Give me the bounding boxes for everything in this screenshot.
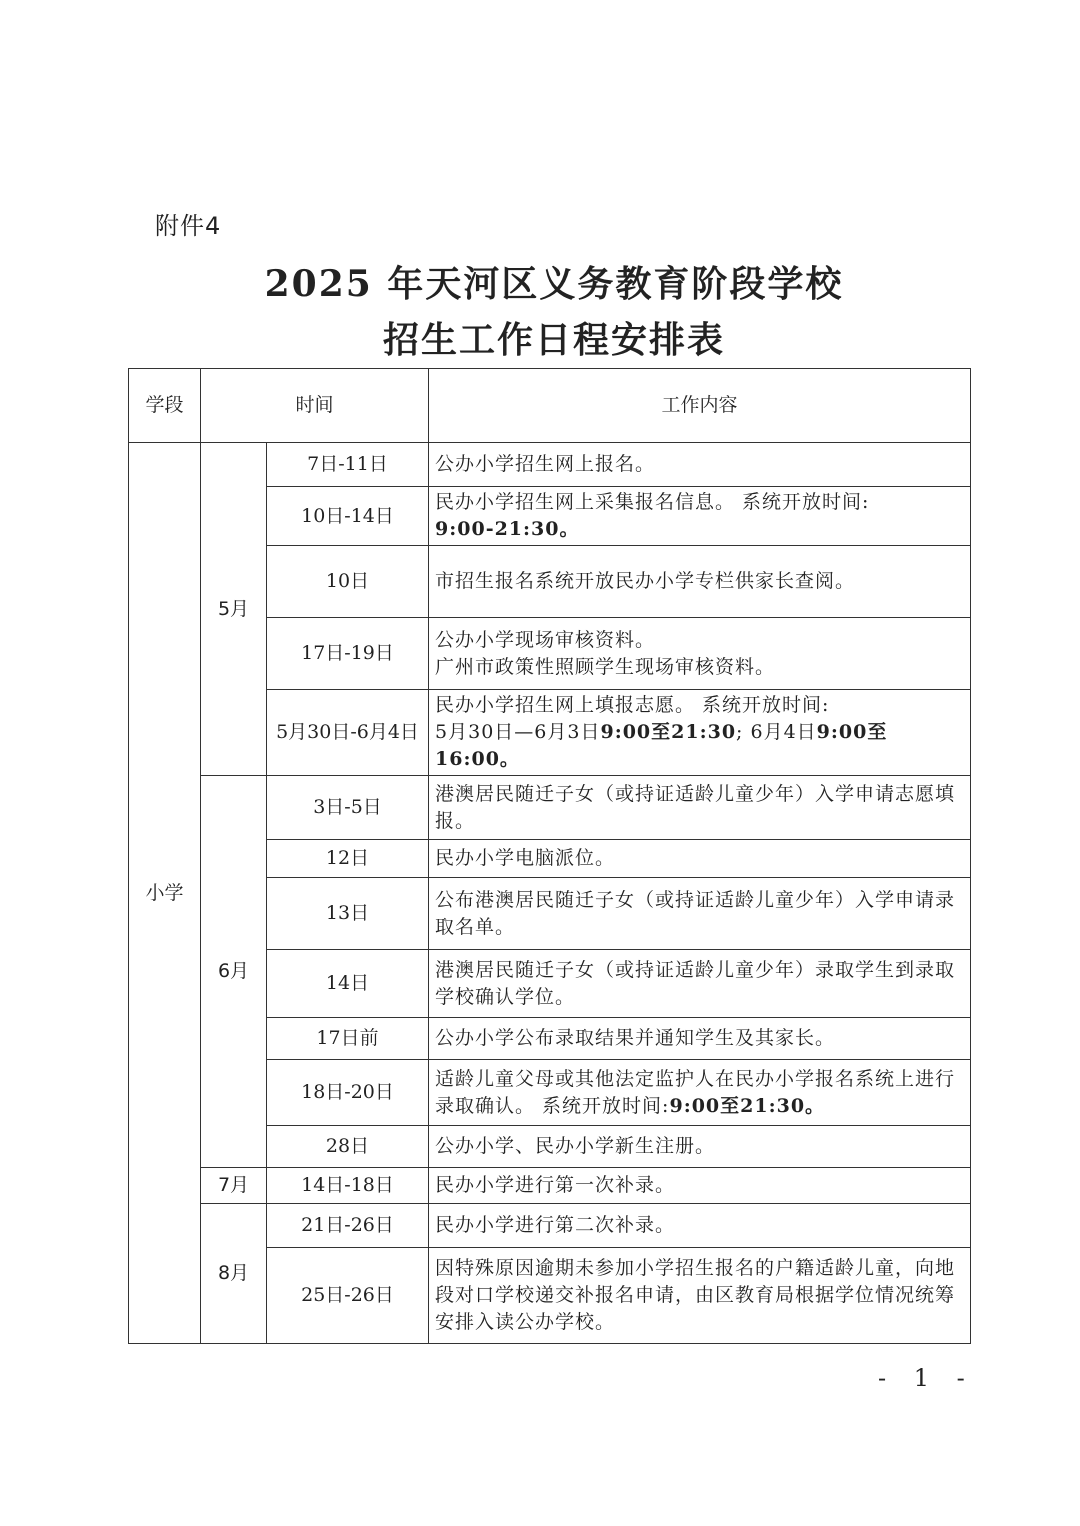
content-time-2: 9:00至16:00。 — [435, 721, 888, 770]
content-cell: 公办小学、民办小学新生注册。 — [429, 1126, 971, 1168]
content-cell: 港澳居民随迁子女（或持证适龄儿童少年）入学申请志愿填报。 — [429, 776, 971, 840]
table-row — [129, 1204, 971, 1248]
header-time: 时间 — [201, 369, 429, 443]
schedule-table — [128, 368, 971, 1344]
content-text: 适龄儿童父母或其他法定监护人在民办小学报名系统上进行录取确认。 系统开放时间: — [435, 1067, 956, 1117]
table-row — [129, 1168, 971, 1204]
month-cell-aug: 8月 — [201, 1204, 267, 1344]
content-cell — [429, 1060, 971, 1126]
header-content: 工作内容 — [429, 369, 971, 443]
table-row — [129, 776, 971, 840]
content-cell — [429, 618, 971, 690]
content-date-2: ; 6月4日 — [736, 721, 817, 743]
day-cell: 12日 — [267, 840, 429, 878]
day-cell: 14日-18日 — [267, 1168, 429, 1204]
day-cell: 10日 — [267, 546, 429, 618]
day-cell: 18日-20日 — [267, 1060, 429, 1126]
content-time: 9:00至21:30。 — [669, 1094, 826, 1117]
content-cell: 市招生报名系统开放民办小学专栏供家长查阅。 — [429, 546, 971, 618]
day-cell: 17日-19日 — [267, 618, 429, 690]
stage-cell: 小学 — [129, 443, 201, 1344]
content-text-2: 广州市政策性照顾学生现场审核资料。 — [435, 655, 776, 678]
day-cell: 5月30日-6月4日 — [267, 690, 429, 776]
day-cell: 14日 — [267, 950, 429, 1018]
month-cell-july: 7月 — [201, 1168, 267, 1204]
day-cell: 13日 — [267, 878, 429, 950]
content-cell: 公办小学招生网上报名。 — [429, 443, 971, 487]
content-cell — [429, 690, 971, 776]
day-cell: 21日-26日 — [267, 1204, 429, 1248]
header-stage: 学段 — [129, 369, 201, 443]
day-cell: 28日 — [267, 1126, 429, 1168]
page-title-line1: 2025 年天河区义务教育阶段学校 — [264, 263, 844, 305]
content-cell: 民办小学进行第一次补录。 — [429, 1168, 971, 1204]
day-cell: 10日-14日 — [267, 487, 429, 546]
day-cell: 7日-11日 — [267, 443, 429, 487]
attachment-label: 附件4 — [155, 212, 222, 240]
content-cell: 民办小学进行第二次补录。 — [429, 1204, 971, 1248]
content-text: 民办小学招生网上采集报名信息。 系统开放时间: — [435, 491, 870, 513]
content-cell: 公布港澳居民随迁子女（或持证适龄儿童少年）入学申请录取名单。 — [429, 878, 971, 950]
month-cell-may: 5月 — [201, 443, 267, 776]
day-cell: 17日前 — [267, 1018, 429, 1060]
content-cell: 因特殊原因逾期未参加小学招生报名的户籍适龄儿童，向地段对口学校递交补报名申请，由区教育局根据学位情况统筹安排入读公办学校。 — [429, 1248, 971, 1344]
day-cell: 25日-26日 — [267, 1248, 429, 1344]
content-date-range: 5月30日—6月3日 — [435, 721, 601, 743]
content-text: 公办小学现场审核资料。 — [435, 628, 656, 651]
table-row — [129, 443, 971, 487]
page-number: - 1 - — [878, 1364, 975, 1392]
content-cell — [429, 487, 971, 546]
page-title-line2: 招生工作日程安排表 — [382, 319, 725, 361]
content-cell: 港澳居民随迁子女（或持证适龄儿童少年）录取学生到录取学校确认学位。 — [429, 950, 971, 1018]
content-time: 9:00-21:30。 — [435, 518, 580, 540]
month-cell-june: 6月 — [201, 776, 267, 1168]
content-text: 民办小学招生网上填报志愿。 系统开放时间: — [435, 694, 830, 716]
table-header-row — [129, 369, 971, 443]
content-time-1: 9:00至21:30 — [600, 721, 737, 743]
content-cell: 公办小学公布录取结果并通知学生及其家长。 — [429, 1018, 971, 1060]
content-cell: 民办小学电脑派位。 — [429, 840, 971, 878]
day-cell: 3日-5日 — [267, 776, 429, 840]
